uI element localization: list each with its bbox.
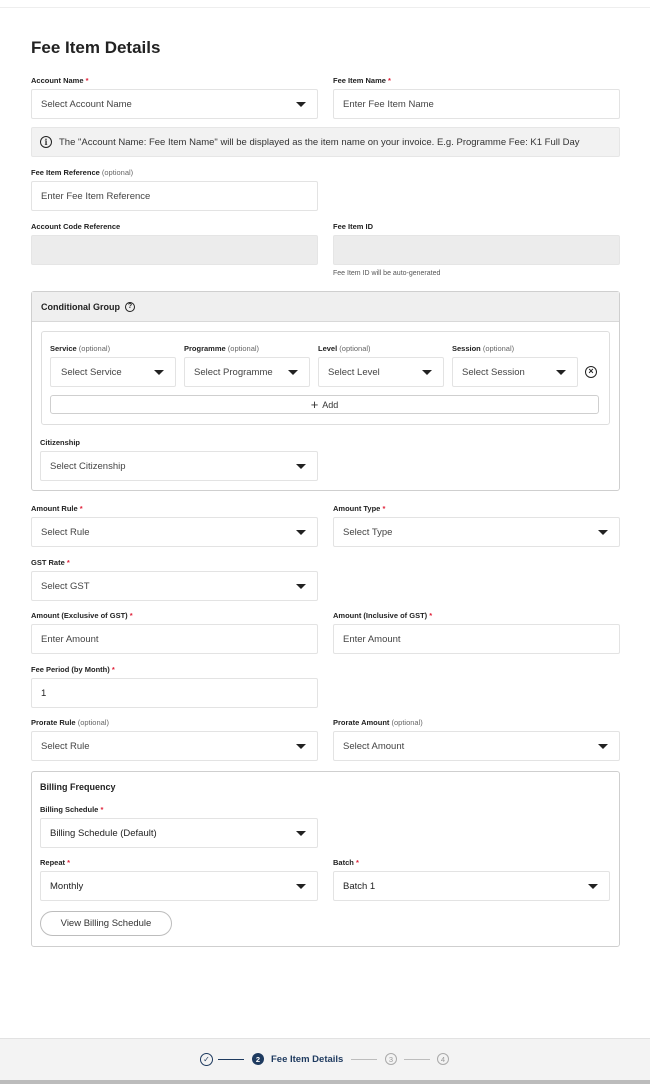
step-2-label[interactable]: Fee Item Details bbox=[271, 1054, 344, 1065]
chevron-down-icon bbox=[296, 464, 306, 469]
prorate-rule-label-text: Prorate Rule bbox=[31, 718, 76, 727]
info-text: The "Account Name: Fee Item Name" will be displayed as the item name on your invoice. E.g. Programme Fee: K1 Full Day bbox=[59, 136, 580, 148]
optional-mark: (optional) bbox=[482, 344, 515, 353]
required-mark: * bbox=[111, 665, 115, 674]
fee-item-reference-label bbox=[31, 168, 133, 177]
chevron-down-icon bbox=[588, 884, 598, 889]
programme-label-text: Programme bbox=[184, 344, 226, 353]
step-3-badge[interactable]: 3 bbox=[385, 1053, 397, 1065]
prorate-amount-label bbox=[333, 718, 423, 727]
session-select[interactable] bbox=[452, 357, 578, 387]
service-placeholder: Select Service bbox=[61, 366, 122, 378]
remove-condition-icon[interactable]: × bbox=[585, 366, 597, 378]
repeat-label bbox=[40, 858, 70, 867]
fee-item-id-label: Fee Item ID bbox=[333, 222, 374, 231]
level-select[interactable] bbox=[318, 357, 444, 387]
batch-label-text: Batch bbox=[333, 858, 354, 867]
step-2-badge[interactable]: 2 bbox=[252, 1053, 264, 1065]
session-label bbox=[452, 344, 514, 353]
service-label bbox=[50, 344, 110, 353]
amount-incl-label-text: Amount (Inclusive of GST) bbox=[333, 611, 428, 620]
chevron-down-icon bbox=[288, 370, 298, 375]
fee-period-input[interactable] bbox=[31, 678, 318, 708]
batch-value: Batch 1 bbox=[343, 880, 376, 892]
level-label-text: Level bbox=[318, 344, 338, 353]
plus-icon: + bbox=[310, 396, 319, 412]
step-connector bbox=[404, 1059, 430, 1060]
step-4-badge[interactable]: 4 bbox=[437, 1053, 449, 1065]
chevron-down-icon bbox=[296, 744, 306, 749]
question-circle-icon[interactable]: ? bbox=[125, 302, 135, 312]
prorate-rule-select[interactable] bbox=[31, 731, 318, 761]
citizenship-label: Citizenship bbox=[40, 438, 81, 447]
conditional-group-title: Conditional Group bbox=[41, 301, 120, 312]
check-icon[interactable]: ✓ bbox=[200, 1053, 213, 1066]
fee-item-name-input[interactable] bbox=[333, 89, 620, 119]
required-mark: * bbox=[429, 611, 433, 620]
prorate-amount-label-text: Prorate Amount bbox=[333, 718, 390, 727]
chevron-down-icon bbox=[556, 370, 566, 375]
account-name-placeholder: Select Account Name bbox=[41, 98, 132, 110]
chevron-down-icon bbox=[598, 744, 608, 749]
account-code-reference-label: Account Code Reference bbox=[31, 222, 121, 231]
account-name-select[interactable] bbox=[31, 89, 318, 119]
prorate-amount-placeholder: Select Amount bbox=[343, 740, 405, 752]
amount-excl-label-text: Amount (Exclusive of GST) bbox=[31, 611, 128, 620]
fee-period-label-text: Fee Period (by Month) bbox=[31, 665, 110, 674]
chevron-down-icon bbox=[296, 884, 306, 889]
billing-schedule-label bbox=[40, 805, 103, 814]
fee-item-reference-input[interactable] bbox=[31, 181, 318, 211]
step-connector bbox=[218, 1059, 244, 1060]
amount-incl-placeholder: Enter Amount bbox=[343, 633, 401, 645]
prorate-rule-placeholder: Select Rule bbox=[41, 740, 90, 752]
add-label: Add bbox=[322, 399, 339, 410]
billing-schedule-label-text: Billing Schedule bbox=[40, 805, 99, 814]
optional-mark: (optional) bbox=[227, 344, 260, 353]
required-mark: * bbox=[129, 611, 133, 620]
amount-rule-label-text: Amount Rule bbox=[31, 504, 78, 513]
amount-rule-select[interactable] bbox=[31, 517, 318, 547]
amount-rule-label bbox=[31, 504, 83, 513]
fee-period-label bbox=[31, 665, 115, 674]
required-mark: * bbox=[67, 858, 71, 867]
chevron-down-icon bbox=[598, 530, 608, 535]
gst-rate-label-text: GST Rate bbox=[31, 558, 65, 567]
amount-excl-placeholder: Enter Amount bbox=[41, 633, 99, 645]
chevron-down-icon bbox=[296, 831, 306, 836]
fee-item-name-placeholder: Enter Fee Item Name bbox=[343, 98, 434, 110]
billing-schedule-select[interactable] bbox=[40, 818, 318, 848]
amount-type-label-text: Amount Type bbox=[333, 504, 381, 513]
billing-schedule-value: Billing Schedule (Default) bbox=[50, 827, 157, 839]
repeat-value: Monthly bbox=[50, 880, 84, 892]
billing-frequency-title: Billing Frequency bbox=[40, 782, 116, 792]
amount-type-select[interactable] bbox=[333, 517, 620, 547]
fee-item-reference-placeholder: Enter Fee Item Reference bbox=[41, 190, 151, 202]
gst-rate-select[interactable] bbox=[31, 571, 318, 601]
programme-placeholder: Select Programme bbox=[194, 366, 273, 378]
account-name-label bbox=[31, 76, 89, 85]
chevron-down-icon bbox=[296, 584, 306, 589]
fee-item-id-field bbox=[333, 235, 620, 265]
fee-period-value: 1 bbox=[41, 687, 47, 699]
amount-type-placeholder: Select Type bbox=[343, 526, 393, 538]
top-divider bbox=[0, 0, 650, 8]
fee-item-name-label bbox=[333, 76, 391, 85]
session-placeholder: Select Session bbox=[462, 366, 525, 378]
chevron-down-icon bbox=[296, 102, 306, 107]
amount-type-label bbox=[333, 504, 385, 513]
fee-item-name-label-text: Fee Item Name bbox=[333, 76, 386, 85]
repeat-select[interactable] bbox=[40, 871, 318, 901]
optional-mark: (optional) bbox=[101, 168, 134, 177]
bottom-border bbox=[0, 1080, 650, 1084]
optional-mark: (optional) bbox=[391, 718, 423, 727]
level-label bbox=[318, 344, 371, 353]
account-code-reference-field bbox=[31, 235, 318, 265]
citizenship-select[interactable] bbox=[40, 451, 318, 481]
prorate-rule-label bbox=[31, 718, 109, 727]
view-billing-schedule-button[interactable]: View Billing Schedule bbox=[40, 911, 172, 936]
info-icon: i bbox=[40, 136, 52, 148]
session-label-text: Session bbox=[452, 344, 481, 353]
invoice-name-info bbox=[31, 127, 620, 157]
fee-item-reference-label-text: Fee Item Reference bbox=[31, 168, 100, 177]
required-mark: * bbox=[66, 558, 70, 567]
chevron-down-icon bbox=[154, 370, 164, 375]
gst-rate-placeholder: Select GST bbox=[41, 580, 90, 592]
batch-label bbox=[333, 858, 359, 867]
amount-incl-label bbox=[333, 611, 432, 620]
required-mark: * bbox=[79, 504, 83, 513]
optional-mark: (optional) bbox=[339, 344, 371, 353]
chevron-down-icon bbox=[422, 370, 432, 375]
amount-rule-placeholder: Select Rule bbox=[41, 526, 90, 538]
gst-rate-label bbox=[31, 558, 70, 567]
level-placeholder: Select Level bbox=[328, 366, 380, 378]
add-condition-button[interactable] bbox=[50, 395, 599, 414]
service-label-text: Service bbox=[50, 344, 77, 353]
service-select[interactable] bbox=[50, 357, 176, 387]
conditional-group-header bbox=[32, 292, 619, 322]
programme-label bbox=[184, 344, 259, 353]
required-mark: * bbox=[382, 504, 386, 513]
chevron-down-icon bbox=[296, 530, 306, 535]
optional-mark: (optional) bbox=[77, 718, 109, 727]
required-mark: * bbox=[355, 858, 359, 867]
required-mark: * bbox=[100, 805, 104, 814]
amount-excl-input[interactable] bbox=[31, 624, 318, 654]
batch-select[interactable] bbox=[333, 871, 610, 901]
account-name-label-text: Account Name bbox=[31, 76, 84, 85]
step-connector bbox=[351, 1059, 377, 1060]
programme-select[interactable] bbox=[184, 357, 310, 387]
fee-item-id-hint: Fee Item ID will be auto-generated bbox=[333, 270, 441, 277]
repeat-label-text: Repeat bbox=[40, 858, 66, 867]
required-mark: * bbox=[388, 76, 391, 85]
prorate-amount-select[interactable] bbox=[333, 731, 620, 761]
page-title: Fee Item Details bbox=[31, 38, 161, 57]
amount-excl-label bbox=[31, 611, 133, 620]
required-mark: * bbox=[85, 76, 89, 85]
optional-mark: (optional) bbox=[78, 344, 111, 353]
citizenship-placeholder: Select Citizenship bbox=[50, 460, 126, 472]
amount-incl-input[interactable] bbox=[333, 624, 620, 654]
